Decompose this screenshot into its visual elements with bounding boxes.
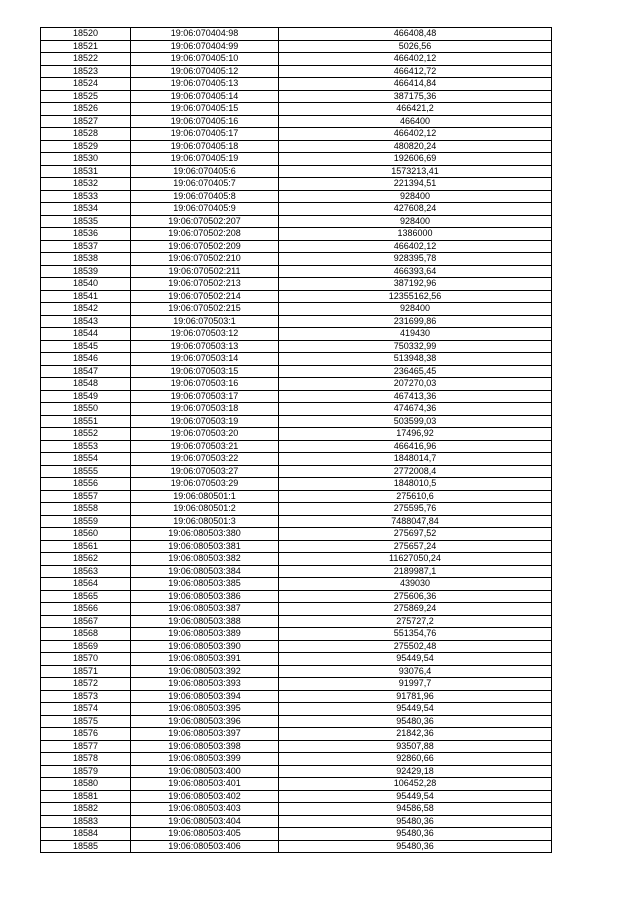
value-cell: 2189987,1 bbox=[279, 565, 552, 578]
cadastral-number-cell: 19:06:070502:208 bbox=[131, 228, 279, 241]
row-number-cell: 18551 bbox=[41, 415, 131, 428]
cadastral-number-cell: 19:06:070405:6 bbox=[131, 165, 279, 178]
value-cell: 95449,54 bbox=[279, 703, 552, 716]
cadastral-number-cell: 19:06:080503:394 bbox=[131, 690, 279, 703]
cadastral-number-cell: 19:06:080501:1 bbox=[131, 490, 279, 503]
row-number-cell: 18573 bbox=[41, 690, 131, 703]
cadastral-value-table bbox=[40, 27, 552, 853]
cadastral-number-cell: 19:06:070405:18 bbox=[131, 140, 279, 153]
cadastral-number-cell: 19:06:070404:99 bbox=[131, 40, 279, 53]
table-row bbox=[41, 628, 552, 641]
table-row bbox=[41, 590, 552, 603]
row-number-cell: 18547 bbox=[41, 365, 131, 378]
value-cell: 466393,64 bbox=[279, 265, 552, 278]
table-row bbox=[41, 803, 552, 816]
value-cell: 1848010,5 bbox=[279, 478, 552, 491]
value-cell: 17496,92 bbox=[279, 428, 552, 441]
value-cell: 750332,99 bbox=[279, 340, 552, 353]
value-cell: 236465,45 bbox=[279, 365, 552, 378]
row-number-cell: 18568 bbox=[41, 628, 131, 641]
table-row bbox=[41, 265, 552, 278]
value-cell: 95480,36 bbox=[279, 715, 552, 728]
cadastral-number-cell: 19:06:070502:207 bbox=[131, 215, 279, 228]
value-cell: 387175,36 bbox=[279, 90, 552, 103]
cadastral-number-cell: 19:06:070503:27 bbox=[131, 465, 279, 478]
value-cell: 1386000 bbox=[279, 228, 552, 241]
cadastral-number-cell: 19:06:080503:402 bbox=[131, 790, 279, 803]
row-number-cell: 18584 bbox=[41, 828, 131, 841]
table-row bbox=[41, 715, 552, 728]
table-row bbox=[41, 753, 552, 766]
row-number-cell: 18526 bbox=[41, 103, 131, 116]
value-cell: 95480,36 bbox=[279, 828, 552, 841]
cadastral-number-cell: 19:06:070503:12 bbox=[131, 328, 279, 341]
value-cell: 275697,52 bbox=[279, 528, 552, 541]
cadastral-number-cell: 19:06:070503:19 bbox=[131, 415, 279, 428]
row-number-cell: 18542 bbox=[41, 303, 131, 316]
cadastral-number-cell: 19:06:070405:17 bbox=[131, 128, 279, 141]
row-number-cell: 18583 bbox=[41, 815, 131, 828]
row-number-cell: 18565 bbox=[41, 590, 131, 603]
table-row bbox=[41, 390, 552, 403]
table-row bbox=[41, 503, 552, 516]
value-cell: 427608,24 bbox=[279, 203, 552, 216]
cadastral-number-cell: 19:06:080501:3 bbox=[131, 515, 279, 528]
table-row bbox=[41, 240, 552, 253]
table-row bbox=[41, 815, 552, 828]
cadastral-number-cell: 19:06:080503:388 bbox=[131, 615, 279, 628]
table-row bbox=[41, 115, 552, 128]
table-row bbox=[41, 178, 552, 191]
cadastral-number-cell: 19:06:070503:1 bbox=[131, 315, 279, 328]
row-number-cell: 18550 bbox=[41, 403, 131, 416]
row-number-cell: 18585 bbox=[41, 840, 131, 853]
cadastral-number-cell: 19:06:080503:385 bbox=[131, 578, 279, 591]
row-number-cell: 18528 bbox=[41, 128, 131, 141]
value-cell: 474674,36 bbox=[279, 403, 552, 416]
row-number-cell: 18559 bbox=[41, 515, 131, 528]
cadastral-number-cell: 19:06:070502:209 bbox=[131, 240, 279, 253]
row-number-cell: 18571 bbox=[41, 665, 131, 678]
row-number-cell: 18541 bbox=[41, 290, 131, 303]
table-row bbox=[41, 765, 552, 778]
cadastral-number-cell: 19:06:080503:390 bbox=[131, 640, 279, 653]
value-cell: 275869,24 bbox=[279, 603, 552, 616]
cadastral-number-cell: 19:06:080503:403 bbox=[131, 803, 279, 816]
value-cell: 106452,28 bbox=[279, 778, 552, 791]
row-number-cell: 18532 bbox=[41, 178, 131, 191]
table-row bbox=[41, 703, 552, 716]
value-cell: 551354,76 bbox=[279, 628, 552, 641]
row-number-cell: 18549 bbox=[41, 390, 131, 403]
row-number-cell: 18582 bbox=[41, 803, 131, 816]
row-number-cell: 18575 bbox=[41, 715, 131, 728]
value-cell: 480820,24 bbox=[279, 140, 552, 153]
value-cell: 221394,51 bbox=[279, 178, 552, 191]
value-cell: 1848014,7 bbox=[279, 453, 552, 466]
table-row bbox=[41, 465, 552, 478]
table-row bbox=[41, 578, 552, 591]
cadastral-number-cell: 19:06:070405:15 bbox=[131, 103, 279, 116]
value-cell: 95480,36 bbox=[279, 815, 552, 828]
value-cell: 95449,54 bbox=[279, 790, 552, 803]
row-number-cell: 18579 bbox=[41, 765, 131, 778]
value-cell: 466400 bbox=[279, 115, 552, 128]
cadastral-number-cell: 19:06:070405:10 bbox=[131, 53, 279, 66]
table-row bbox=[41, 540, 552, 553]
row-number-cell: 18540 bbox=[41, 278, 131, 291]
table-row bbox=[41, 65, 552, 78]
row-number-cell: 18538 bbox=[41, 253, 131, 266]
cadastral-number-cell: 19:06:080503:387 bbox=[131, 603, 279, 616]
cadastral-number-cell: 19:06:070502:215 bbox=[131, 303, 279, 316]
row-number-cell: 18521 bbox=[41, 40, 131, 53]
table-row bbox=[41, 190, 552, 203]
row-number-cell: 18561 bbox=[41, 540, 131, 553]
cadastral-number-cell: 19:06:070405:16 bbox=[131, 115, 279, 128]
value-cell: 231699,86 bbox=[279, 315, 552, 328]
row-number-cell: 18522 bbox=[41, 53, 131, 66]
table-row bbox=[41, 378, 552, 391]
value-cell: 93076,4 bbox=[279, 665, 552, 678]
row-number-cell: 18570 bbox=[41, 653, 131, 666]
table-row bbox=[41, 128, 552, 141]
table-row bbox=[41, 428, 552, 441]
cadastral-number-cell: 19:06:080503:381 bbox=[131, 540, 279, 553]
cadastral-number-cell: 19:06:070503:13 bbox=[131, 340, 279, 353]
row-number-cell: 18535 bbox=[41, 215, 131, 228]
row-number-cell: 18523 bbox=[41, 65, 131, 78]
table-row bbox=[41, 840, 552, 853]
table-row bbox=[41, 353, 552, 366]
row-number-cell: 18527 bbox=[41, 115, 131, 128]
table-row bbox=[41, 415, 552, 428]
value-cell: 1573213,41 bbox=[279, 165, 552, 178]
row-number-cell: 18539 bbox=[41, 265, 131, 278]
table-row bbox=[41, 328, 552, 341]
cadastral-number-cell: 19:06:080503:395 bbox=[131, 703, 279, 716]
row-number-cell: 18558 bbox=[41, 503, 131, 516]
row-number-cell: 18548 bbox=[41, 378, 131, 391]
cadastral-number-cell: 19:06:080503:405 bbox=[131, 828, 279, 841]
table-row bbox=[41, 615, 552, 628]
row-number-cell: 18554 bbox=[41, 453, 131, 466]
value-cell: 95480,36 bbox=[279, 840, 552, 853]
value-cell: 275727,2 bbox=[279, 615, 552, 628]
table-row bbox=[41, 340, 552, 353]
table-row bbox=[41, 603, 552, 616]
table-row bbox=[41, 165, 552, 178]
cadastral-number-cell: 19:06:070503:29 bbox=[131, 478, 279, 491]
value-cell: 7488047,84 bbox=[279, 515, 552, 528]
table-row bbox=[41, 778, 552, 791]
table-row bbox=[41, 140, 552, 153]
cadastral-number-cell: 19:06:070502:210 bbox=[131, 253, 279, 266]
cadastral-number-cell: 19:06:070503:18 bbox=[131, 403, 279, 416]
value-cell: 928400 bbox=[279, 190, 552, 203]
table-row bbox=[41, 528, 552, 541]
table-row bbox=[41, 640, 552, 653]
row-number-cell: 18564 bbox=[41, 578, 131, 591]
cadastral-number-cell: 19:06:080503:396 bbox=[131, 715, 279, 728]
value-cell: 275610,6 bbox=[279, 490, 552, 503]
row-number-cell: 18533 bbox=[41, 190, 131, 203]
cadastral-number-cell: 19:06:070502:214 bbox=[131, 290, 279, 303]
row-number-cell: 18581 bbox=[41, 790, 131, 803]
value-cell: 275502,48 bbox=[279, 640, 552, 653]
value-cell: 207270,03 bbox=[279, 378, 552, 391]
cadastral-number-cell: 19:06:080503:400 bbox=[131, 765, 279, 778]
value-cell: 466402,12 bbox=[279, 128, 552, 141]
table-row bbox=[41, 303, 552, 316]
row-number-cell: 18531 bbox=[41, 165, 131, 178]
row-number-cell: 18563 bbox=[41, 565, 131, 578]
cadastral-number-cell: 19:06:080501:2 bbox=[131, 503, 279, 516]
row-number-cell: 18525 bbox=[41, 90, 131, 103]
row-number-cell: 18530 bbox=[41, 153, 131, 166]
value-cell: 466402,12 bbox=[279, 53, 552, 66]
table-row bbox=[41, 90, 552, 103]
row-number-cell: 18569 bbox=[41, 640, 131, 653]
value-cell: 275606,36 bbox=[279, 590, 552, 603]
table-row bbox=[41, 490, 552, 503]
row-number-cell: 18562 bbox=[41, 553, 131, 566]
row-number-cell: 18546 bbox=[41, 353, 131, 366]
table-row bbox=[41, 690, 552, 703]
table-row bbox=[41, 478, 552, 491]
value-cell: 466402,12 bbox=[279, 240, 552, 253]
value-cell: 467413,36 bbox=[279, 390, 552, 403]
row-number-cell: 18557 bbox=[41, 490, 131, 503]
value-cell: 21842,36 bbox=[279, 728, 552, 741]
table-row bbox=[41, 78, 552, 91]
value-cell: 95449,54 bbox=[279, 653, 552, 666]
value-cell: 5026,56 bbox=[279, 40, 552, 53]
table-row bbox=[41, 728, 552, 741]
cadastral-number-cell: 19:06:070405:19 bbox=[131, 153, 279, 166]
value-cell: 503599,03 bbox=[279, 415, 552, 428]
value-cell: 91781,96 bbox=[279, 690, 552, 703]
table-row bbox=[41, 440, 552, 453]
value-cell: 192606,69 bbox=[279, 153, 552, 166]
row-number-cell: 18544 bbox=[41, 328, 131, 341]
row-number-cell: 18534 bbox=[41, 203, 131, 216]
table-row bbox=[41, 565, 552, 578]
row-number-cell: 18543 bbox=[41, 315, 131, 328]
cadastral-number-cell: 19:06:070503:14 bbox=[131, 353, 279, 366]
table-row bbox=[41, 53, 552, 66]
cadastral-number-cell: 19:06:080503:386 bbox=[131, 590, 279, 603]
table-row bbox=[41, 253, 552, 266]
value-cell: 466416,96 bbox=[279, 440, 552, 453]
cadastral-number-cell: 19:06:080503:397 bbox=[131, 728, 279, 741]
cadastral-number-cell: 19:06:080503:391 bbox=[131, 653, 279, 666]
value-cell: 92429,18 bbox=[279, 765, 552, 778]
value-cell: 513948,38 bbox=[279, 353, 552, 366]
value-cell: 275657,24 bbox=[279, 540, 552, 553]
value-cell: 91997,7 bbox=[279, 678, 552, 691]
table-row bbox=[41, 653, 552, 666]
cadastral-number-cell: 19:06:070503:20 bbox=[131, 428, 279, 441]
table-row bbox=[41, 403, 552, 416]
cadastral-number-cell: 19:06:070405:12 bbox=[131, 65, 279, 78]
cadastral-number-cell: 19:06:080503:392 bbox=[131, 665, 279, 678]
table-row bbox=[41, 515, 552, 528]
cadastral-number-cell: 19:06:070404:98 bbox=[131, 28, 279, 41]
table-row bbox=[41, 153, 552, 166]
row-number-cell: 18552 bbox=[41, 428, 131, 441]
table-row bbox=[41, 203, 552, 216]
cadastral-number-cell: 19:06:070503:15 bbox=[131, 365, 279, 378]
cadastral-number-cell: 19:06:080503:401 bbox=[131, 778, 279, 791]
cadastral-number-cell: 19:06:070405:14 bbox=[131, 90, 279, 103]
table-row bbox=[41, 28, 552, 41]
table-row bbox=[41, 665, 552, 678]
table-row bbox=[41, 315, 552, 328]
cadastral-number-cell: 19:06:080503:389 bbox=[131, 628, 279, 641]
value-cell: 928395,78 bbox=[279, 253, 552, 266]
table-row bbox=[41, 103, 552, 116]
row-number-cell: 18566 bbox=[41, 603, 131, 616]
row-number-cell: 18576 bbox=[41, 728, 131, 741]
table-row bbox=[41, 553, 552, 566]
value-cell: 928400 bbox=[279, 215, 552, 228]
row-number-cell: 18556 bbox=[41, 478, 131, 491]
table-row bbox=[41, 678, 552, 691]
row-number-cell: 18553 bbox=[41, 440, 131, 453]
row-number-cell: 18578 bbox=[41, 753, 131, 766]
cadastral-number-cell: 19:06:070502:213 bbox=[131, 278, 279, 291]
table-row bbox=[41, 290, 552, 303]
row-number-cell: 18572 bbox=[41, 678, 131, 691]
row-number-cell: 18545 bbox=[41, 340, 131, 353]
table-row bbox=[41, 453, 552, 466]
value-cell: 12355162,56 bbox=[279, 290, 552, 303]
table-row bbox=[41, 40, 552, 53]
table-row bbox=[41, 828, 552, 841]
value-cell: 92860,66 bbox=[279, 753, 552, 766]
table-row bbox=[41, 228, 552, 241]
table-row bbox=[41, 365, 552, 378]
cadastral-number-cell: 19:06:070405:9 bbox=[131, 203, 279, 216]
table-row bbox=[41, 740, 552, 753]
cadastral-number-cell: 19:06:070503:21 bbox=[131, 440, 279, 453]
cadastral-number-cell: 19:06:080503:382 bbox=[131, 553, 279, 566]
row-number-cell: 18555 bbox=[41, 465, 131, 478]
cadastral-number-cell: 19:06:070405:8 bbox=[131, 190, 279, 203]
value-cell: 387192,96 bbox=[279, 278, 552, 291]
value-cell: 93507,88 bbox=[279, 740, 552, 753]
cadastral-number-cell: 19:06:070503:17 bbox=[131, 390, 279, 403]
value-cell: 11627050,24 bbox=[279, 553, 552, 566]
row-number-cell: 18520 bbox=[41, 28, 131, 41]
row-number-cell: 18537 bbox=[41, 240, 131, 253]
value-cell: 466412,72 bbox=[279, 65, 552, 78]
value-cell: 466408,48 bbox=[279, 28, 552, 41]
cadastral-number-cell: 19:06:080503:380 bbox=[131, 528, 279, 541]
row-number-cell: 18560 bbox=[41, 528, 131, 541]
cadastral-number-cell: 19:06:070405:7 bbox=[131, 178, 279, 191]
value-cell: 2772008,4 bbox=[279, 465, 552, 478]
cadastral-number-cell: 19:06:080503:393 bbox=[131, 678, 279, 691]
table-row bbox=[41, 215, 552, 228]
value-cell: 94586,58 bbox=[279, 803, 552, 816]
row-number-cell: 18577 bbox=[41, 740, 131, 753]
cadastral-number-cell: 19:06:080503:398 bbox=[131, 740, 279, 753]
value-cell: 419430 bbox=[279, 328, 552, 341]
value-cell: 928400 bbox=[279, 303, 552, 316]
cadastral-number-cell: 19:06:070405:13 bbox=[131, 78, 279, 91]
table-row bbox=[41, 790, 552, 803]
table-body bbox=[41, 28, 552, 853]
value-cell: 466421,2 bbox=[279, 103, 552, 116]
value-cell: 439030 bbox=[279, 578, 552, 591]
cadastral-number-cell: 19:06:070503:16 bbox=[131, 378, 279, 391]
cadastral-number-cell: 19:06:080503:399 bbox=[131, 753, 279, 766]
cadastral-number-cell: 19:06:080503:406 bbox=[131, 840, 279, 853]
row-number-cell: 18524 bbox=[41, 78, 131, 91]
row-number-cell: 18567 bbox=[41, 615, 131, 628]
value-cell: 275595,76 bbox=[279, 503, 552, 516]
table-row bbox=[41, 278, 552, 291]
row-number-cell: 18574 bbox=[41, 703, 131, 716]
row-number-cell: 18536 bbox=[41, 228, 131, 241]
cadastral-number-cell: 19:06:080503:384 bbox=[131, 565, 279, 578]
cadastral-number-cell: 19:06:070502:211 bbox=[131, 265, 279, 278]
row-number-cell: 18580 bbox=[41, 778, 131, 791]
cadastral-number-cell: 19:06:080503:404 bbox=[131, 815, 279, 828]
cadastral-number-cell: 19:06:070503:22 bbox=[131, 453, 279, 466]
row-number-cell: 18529 bbox=[41, 140, 131, 153]
value-cell: 466414,84 bbox=[279, 78, 552, 91]
